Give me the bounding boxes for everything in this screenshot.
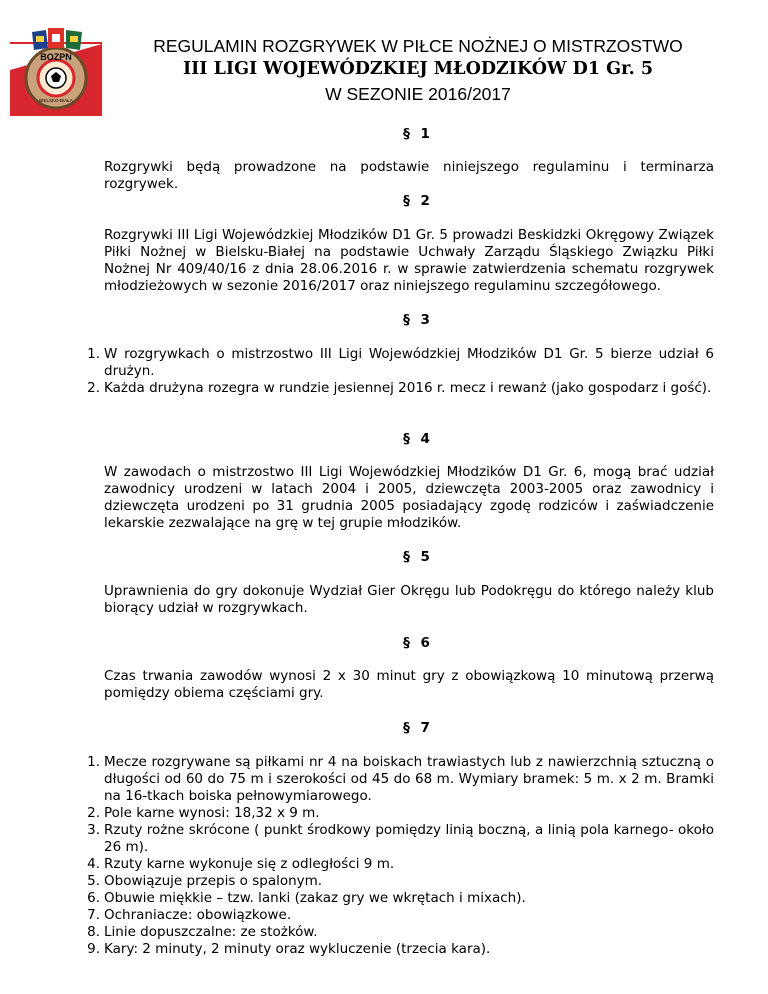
logo-text: BOZPN <box>40 52 72 62</box>
list-item: 3. Rzuty rożne skrócone ( punkt środkowy pomiędzy linią boczną, a linią pola karnego- około 26 m). <box>87 822 714 855</box>
list-item: 1. Mecze rozgrywane są piłkami nr 4 na boiskach trawiastych lub z nawierzchnią sztuczną o długości od 60 do 75 m i szerokości od 45 do 68 m. Wymiary bramek: 5 m. x 2 m. Bramki na 16-tkach boiska pełnowymiarowego. <box>87 754 714 804</box>
section-7-list <box>76 754 714 958</box>
logo-subtext: BIELSKO-BIAŁA <box>39 98 73 103</box>
list-item: 6. Obuwie miękkie – tzw. lanki (zakaz gry we wkrętach i mixach). <box>87 890 526 906</box>
section-5-heading: § 5 <box>403 549 433 565</box>
list-item: 5. Obowiązuje przepis o spalonym. <box>87 873 323 889</box>
list-item: 2. Każda drużyna rozegra w rundzie jesiennej 2016 r. mecz i rewanż (jako gospodarz i gość). <box>87 380 712 396</box>
section-3-list <box>76 346 714 397</box>
list-item: 9. Kary: 2 minuty, 2 minuty oraz wykluczenie (trzecia kara). <box>87 941 491 957</box>
section-5-text: Uprawnienia do gry dokonuje Wydział Gier Okręgu lub Podokręgu do którego należy klub biorący udział w rozgrywkach. <box>104 583 714 616</box>
section-4-heading: § 4 <box>403 431 433 447</box>
section-4-text: W zawodach o mistrzostwo III Ligi Wojewódzkiej Młodzików D1 Gr. 6, mogą brać udział zawodnicy urodzeni w latach 2004 i 2005, dziewczęta 2003-2005 oraz zawodnicy i dziewczęta urodzeni po 31 grudnia 2005 posiadający zgodę rodziców i zaświadczenie lekarskie zezwalające na grę w tej grupie młodzików. <box>104 464 714 531</box>
list-item: 8. Linie dopuszczalne: ze stożków. <box>87 924 318 940</box>
section-3-heading: § 3 <box>403 312 433 328</box>
list-item: 7. Ochraniacze: obowiązkowe. <box>87 907 292 923</box>
title-line-2: III LIGI WOJEWÓDZKIEJ MŁODZIKÓW D1 Gr. 5 <box>182 59 654 79</box>
list-item: 2. Pole karne wynosi: 18,32 x 9 m. <box>87 805 320 821</box>
section-6-text: Czas trwania zawodów wynosi 2 x 30 minut gry z obowiązkową 10 minutową przerwą pomiędzy obiema częściami gry. <box>104 668 714 701</box>
title-line-1: REGULAMIN ROZGRYWEK W PIŁCE NOŻNEJ O MISTRZOSTWO <box>153 36 683 56</box>
section-1-text: Rozgrywki będą prowadzone na podstawie niniejszego regulaminu i terminarza rozgrywek. <box>104 159 714 192</box>
section-2-text: Rozgrywki III Ligi Wojewódzkiej Młodzików D1 Gr. 5 prowadzi Beskidzki Okręgowy Związek Piłki Nożnej w Bielsku-Białej na podstawie Uchwały Zarządu Śląskiego Związku Piłki Nożnej Nr 409/40/16 z dnia 28.06.2016 r. w sprawie zatwierdzenia schematu rozgrywek młodzieżowych w sezonie 2016/2017 oraz niniejszego regulaminu szczegółowego. <box>104 227 714 294</box>
section-6-heading: § 6 <box>403 635 433 651</box>
bozpn-logo <box>10 26 102 116</box>
section-2-heading: § 2 <box>403 193 433 209</box>
list-item: 4. Rzuty karne wykonuje się z odległości 9 m. <box>87 856 395 872</box>
section-7-heading: § 7 <box>403 720 433 736</box>
list-item: 1. W rozgrywkach o mistrzostwo III Ligi Wojewódzkiej Młodzików D1 Gr. 5 bierze udział 6 drużyn. <box>87 346 714 379</box>
title-line-3: W SEZONIE 2016/2017 <box>325 84 511 104</box>
section-1-heading: § 1 <box>403 126 433 142</box>
